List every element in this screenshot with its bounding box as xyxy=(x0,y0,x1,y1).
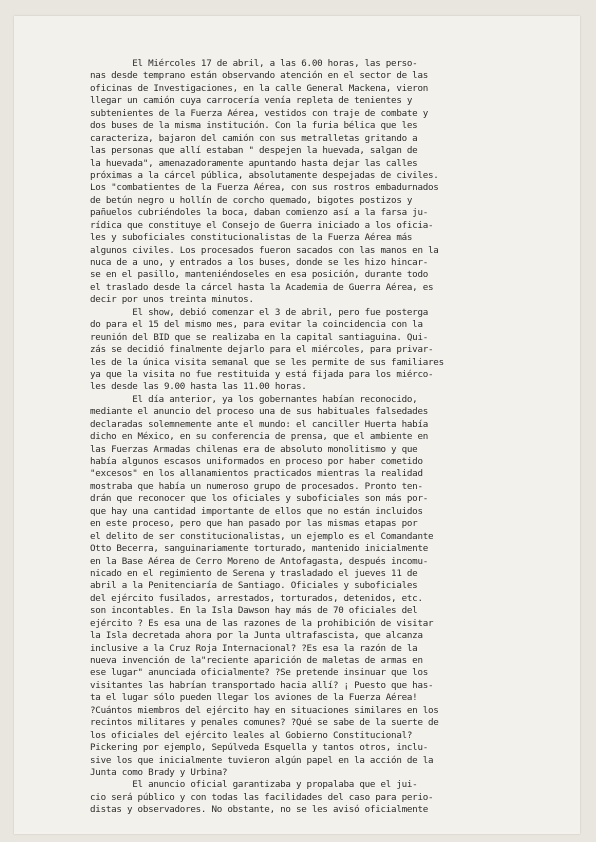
text-line: sive los que inicialmente tuvieron algún papel en la acción de la xyxy=(90,754,434,766)
text-line: El anuncio oficial garantizaba y propalaba que el jui- xyxy=(90,779,418,791)
text-line: recintos militares y penales comunes? ?Qué se sabe de la suerte de xyxy=(90,717,439,729)
text-line: en la Base Aérea de Cerro Moreno de Antofagasta, después incomu- xyxy=(90,555,429,567)
text-line: abril a la Penitenciaría de Santiago. Oficiales y suboficiales xyxy=(90,580,418,592)
text-line: dos buses de la misma institución. Con la furia bélica que les xyxy=(90,120,418,132)
text-line: zás se decidió finalmente dejarlo para el miércoles, para privar- xyxy=(90,344,434,356)
text-line: llegar un camión cuya carrocería venía repleta de tenientes y xyxy=(90,95,413,107)
text-line: ta el lugar sólo pueden llegar los aviones de la Fuerza Aérea! xyxy=(90,692,418,704)
text-line: las Fuerzas Armadas chilenas era de absoluto monolitismo y que xyxy=(90,443,418,455)
text-line: de betún negro u hollín de corcho quemado, bigotes postizos y xyxy=(90,194,413,206)
text-line: había algunos escasos uniformados en proceso por haber cometido xyxy=(90,456,423,467)
text-line: mostraba que había un numeroso grupo de procesados. Pronto ten- xyxy=(90,480,423,492)
text-line: nuca de a uno, y entrados a los buses, donde se les hizo hincar- xyxy=(90,257,429,268)
text-line: les de la única visita semanal que se les permite de sus familiares xyxy=(90,356,444,368)
text-line: Otto Becerra, sanguinariamente torturado, mantenido inicialmente xyxy=(90,543,429,555)
text-line: son incontables. En la Isla Dawson hay más de 70 oficiales del xyxy=(90,605,418,617)
text-line: El Miércoles 17 de abril, a las 6.00 horas, las perso- xyxy=(90,58,418,69)
text-line: drán que reconocer que los oficiales y suboficiales son más por- xyxy=(90,493,429,505)
text-line: ?Cuántos miembros del ejército hay en situaciones similares en los xyxy=(90,704,439,716)
text-line: reunión del BID que se realizaba en la capital santiaguina. Qui- xyxy=(90,331,429,343)
text-line: la Isla decretada ahora por la Junta ultrafascista, que alcanza xyxy=(90,630,423,642)
text-line: distas y observadores. No obstante, no se les avisó oficialmente xyxy=(90,804,429,816)
text-line: algunos civiles. Los procesados fueron sacados con las manos en la xyxy=(90,244,439,256)
text-line: mediante el anuncio del proceso una de sus habituales falsedades xyxy=(90,406,429,418)
text-line: la huevada", amenazadoramente apuntando hasta dejar las calles xyxy=(90,157,418,169)
text-line: El show, debió comenzar el 3 de abril, pero fue posterga xyxy=(90,306,429,318)
text-line: los oficiales del ejército leales al Gobierno Constitucional? xyxy=(90,729,413,741)
text-line: decir por unos treinta minutos. xyxy=(90,294,254,306)
text-line: que hay una cantidad importante de ellos que no están incluidos xyxy=(90,505,423,517)
text-line: pañuelos cubriéndoles la boca, daban comienzo así a la farsa ju- xyxy=(90,207,429,219)
text-line: el traslado desde la cárcel hasta la Academia de Guerra Aérea, es xyxy=(90,281,434,293)
text-line: el delito de ser constitucionalistas, un ejemplo es el Comandante xyxy=(90,530,434,542)
text-line: Pickering por ejemplo, Sepúlveda Esquella y tantos otros, inclu- xyxy=(90,742,429,754)
text-line: en este proceso, pero que han pasado por las mismas etapas por xyxy=(90,518,418,530)
text-line: Junta como Brady y Urbina? xyxy=(90,766,228,778)
text-line: "excesos" en los allanamientos practicados mientras la realidad xyxy=(90,468,423,480)
text-line: subtenientes de la Fuerza Aérea, vestidos con traje de combate y xyxy=(90,107,429,119)
text-line: oficinas de Investigaciones, en la calle General Mackena, vieron xyxy=(90,82,429,94)
text-line: visitantes las habrían transportado hacia allí? ¡ Puesto que has- xyxy=(90,679,434,691)
text-line: las personas que allí estaban " despejen la huevada, salgan de xyxy=(90,145,418,157)
text-line: cio será público y con todas las facilidades del caso para perio- xyxy=(90,791,434,803)
text-line: les y suboficiales constitucionalistas de la Fuerza Aérea más xyxy=(90,232,413,244)
text-line: ese lugar" anunciada oficialmente? ?Se pretende insinuar que los xyxy=(90,667,429,679)
text-line: nueva invención de la"reciente aparición de maletas de armas en xyxy=(90,655,423,666)
text-line: do para el 15 del mismo mes, para evitar la coincidencia con la xyxy=(90,319,423,331)
text-line: nas desde temprano están observando atención en el sector de las xyxy=(90,70,429,82)
text-line: se en el pasillo, manteniéndoseles en esa posición, durante todo xyxy=(90,269,429,281)
text-line: les desde las 9.00 hasta las 11.00 horas. xyxy=(90,381,307,393)
text-line: inclusive a la Cruz Roja Internacional? ?Es esa la razón de la xyxy=(90,642,418,654)
text-line: próximas a la cárcel pública, absolutamente despejadas de civiles. xyxy=(90,169,439,181)
text-line: caracteriza, bajaron del camión con sus metralletas gritando a xyxy=(90,132,418,144)
document-body xyxy=(90,58,580,817)
text-line: del ejército fusilados, arrestados, torturados, detenidos, etc. xyxy=(90,592,423,604)
text-line: El día anterior, ya los gobernantes habían reconocido, xyxy=(90,393,418,405)
text-line: nicado en el regimiento de Serena y trasladado el jueves 11 de xyxy=(90,567,418,579)
text-line: Los "combatientes de la Fuerza Aérea, con sus rostros embadurnados xyxy=(90,182,439,194)
text-line: declaradas solemnemente ante el mundo: el canciller Huerta había xyxy=(90,418,429,430)
text-line: rídica que constituye el Consejo de Guerra iniciado a los oficia- xyxy=(90,219,434,231)
text-line: ejército ? Es esa una de las razones de la prohibición de visitar xyxy=(90,617,434,629)
text-line: ya que la visita no fue restituida y está fijada para los miérco- xyxy=(90,368,434,380)
text-line: dicho en México, en su conferencia de prensa, que el ambiente en xyxy=(90,431,429,443)
